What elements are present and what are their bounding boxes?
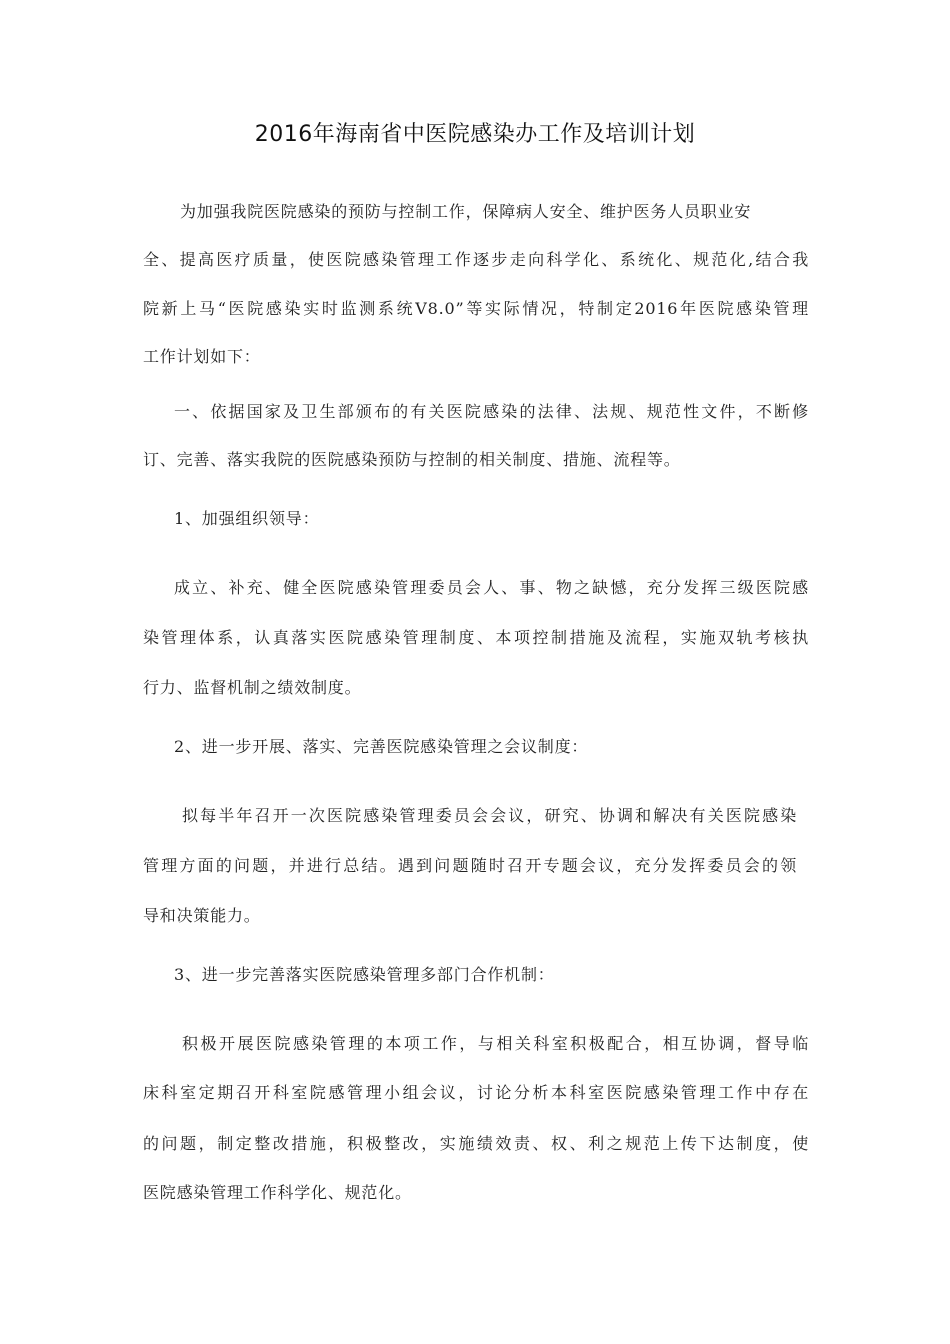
section-1-line-2: 订、完善、落实我院的医院感染预防与控制的相关制度、措施、流程等。	[143, 450, 681, 469]
intro-line-1: 为加强我院医院感染的预防与控制工作，保障病人安全、维护医务人员职业安	[180, 202, 752, 221]
item-3-heading: 3、进一步完善落实医院感染管理多部门合作机制：	[174, 965, 555, 984]
item-1-line-3: 行力、监督机制之绩效制度。	[143, 678, 362, 697]
item-2-heading: 2、进一步开展、落实、完善医院感染管理之会议制度：	[174, 737, 589, 756]
document-title: 2016年海南省中医院感染办工作及培训计划	[254, 122, 696, 147]
intro-line-4: 工作计划如下：	[143, 347, 261, 366]
intro-line-3: 院新上马“医院感染实时监测系统V8.0”等实际情况，特制定2016年医院感染管理	[143, 299, 809, 318]
item-3-line-4: 医院感染管理工作科学化、规范化。	[143, 1183, 412, 1202]
item-1-heading: 1、加强组织领导：	[174, 509, 320, 528]
intro-line-2: 全、提高医疗质量，使医院感染管理工作逐步走向科学化、系统化、规范化,结合我	[143, 250, 809, 269]
item-3-line-1: 积极开展医院感染管理的本项工作，与相关科室积极配合，相互协调，督导临	[182, 1034, 809, 1053]
section-1-line-1: 一、依据国家及卫生部颁布的有关医院感染的法律、法规、规范性文件，不断修	[174, 402, 809, 421]
item-1-line-2: 染管理体系，认真落实医院感染管理制度、本项控制措施及流程，实施双轨考核执	[143, 628, 809, 647]
item-2-line-3: 导和决策能力。	[143, 906, 261, 925]
item-3-line-3: 的问题，制定整改措施，积极整改，实施绩效责、权、利之规范上传下达制度，使	[143, 1134, 809, 1153]
item-2-line-1: 拟每半年召开一次医院感染管理委员会会议，研究、协调和解决有关医院感染	[182, 806, 797, 825]
item-1-line-1: 成立、补充、健全医院感染管理委员会人、事、物之缺憾，充分发挥三级医院感	[174, 578, 809, 597]
item-3-line-2: 床科室定期召开科室院感管理小组会议，讨论分析本科室医院感染管理工作中存在	[143, 1083, 809, 1102]
item-2-line-2: 管理方面的问题，并进行总结。遇到问题随时召开专题会议，充分发挥委员会的领	[143, 856, 797, 875]
